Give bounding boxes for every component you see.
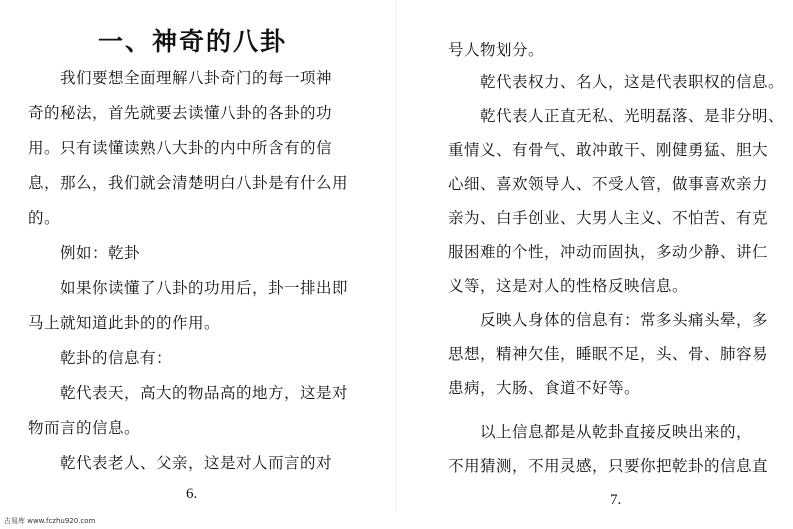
text-line: 乾代表权力、名人，这是代表职权的信息。	[480, 73, 785, 91]
page-number: 7.	[610, 492, 622, 508]
text-line: 乾代表人正直无私、光明磊落、是非分明、	[480, 107, 785, 125]
text-line: 马上就知道此卦的的作用。	[28, 314, 221, 332]
text-line: 亲为、白手创业、大男人主义、不怕苦、有克	[448, 209, 769, 227]
text-line: 我们要想全面理解八卦奇门的每一项神	[60, 69, 333, 87]
text-line: 如果你读懂了八卦的功用后，卦一排出即	[60, 279, 349, 297]
text-line: 号人物划分。	[448, 41, 545, 59]
chapter-title: 一、神奇的八卦	[98, 27, 288, 56]
text-line: 物而言的信息。	[28, 419, 141, 437]
text-line: 以上信息都是从乾卦直接反映出来的，	[480, 423, 753, 441]
text-line: 思想，精神欠佳，睡眠不足，头、骨、肺容易	[448, 345, 769, 363]
text-line: 反映人身体的信息有：常多头痛头晕，多	[480, 311, 769, 329]
right-page	[396, 0, 793, 512]
text-line: 乾卦的信息有：	[60, 349, 173, 367]
text-line: 乾代表天，高大的物品高的地方，这是对	[60, 384, 349, 402]
text-line: 义等，这是对人的性格反映信息。	[448, 277, 689, 295]
text-line: 的。	[28, 209, 61, 227]
page-number: 6.	[186, 486, 198, 502]
text-line: 服困难的个性，冲动而固执，多动少静、讲仁	[448, 243, 769, 261]
text-line: 不用猜测，不用灵感，只要你把乾卦的信息直	[448, 457, 769, 475]
text-line: 心细、喜欢领导人、不受人管，做事喜欢亲力	[448, 175, 769, 193]
text-line: 奇的秘法，首先就要去读懂八卦的各卦的功	[28, 104, 333, 122]
footer-watermark: 古易库 www.fczhu920.com	[4, 517, 96, 525]
text-line: 乾代表老人、父亲，这是对人而言的对	[60, 454, 333, 472]
text-line: 用。只有读懂读熟八大卦的内中所含有的信	[28, 139, 333, 157]
text-line: 患病，大肠、食道不好等。	[448, 379, 641, 397]
text-line: 重情义、有骨气、敢冲敢干、刚健勇猛、胆大	[448, 141, 769, 159]
left-page	[0, 0, 396, 512]
text-line: 息，那么，我们就会清楚明白八卦是有什么用	[28, 174, 349, 192]
text-line: 例如：乾卦	[60, 244, 141, 262]
